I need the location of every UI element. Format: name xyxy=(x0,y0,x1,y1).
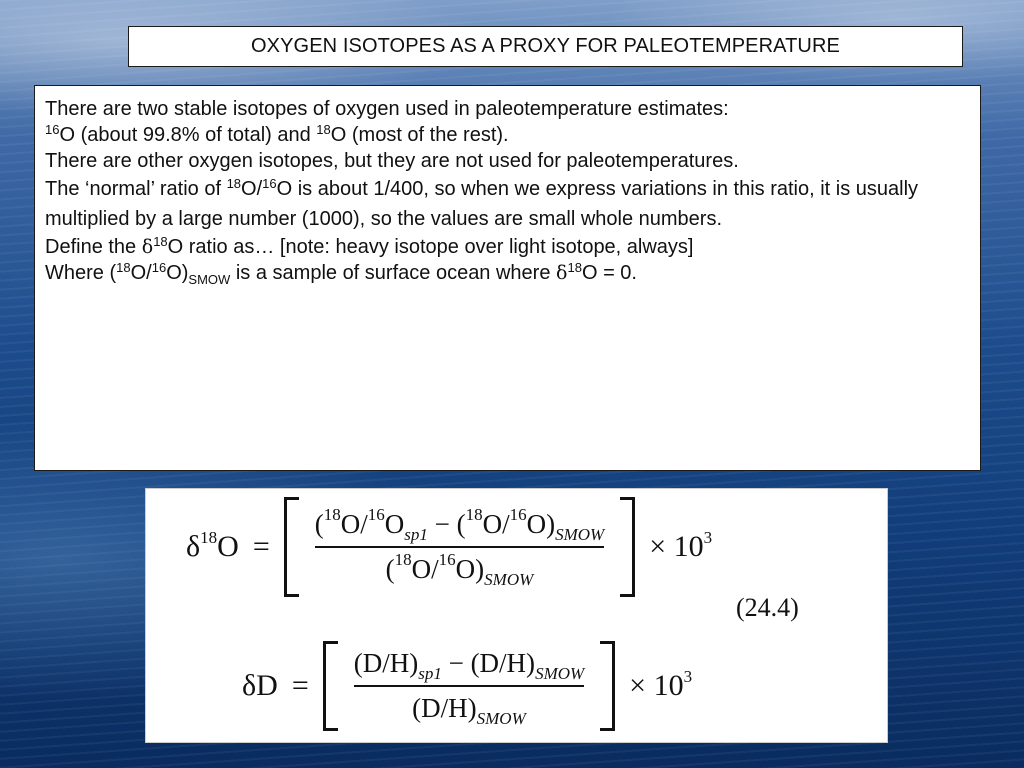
slide-title-box xyxy=(128,26,963,67)
equation-lhs-delta18o: $\delta^{18}O$ xyxy=(186,528,239,563)
left-bracket xyxy=(323,641,338,731)
text-line-normal-ratio: The ‘normal’ ratio of $^{18}$O/$^{16}$O is about 1/400, so when we express variations in this ratio, it is usually multiplied by a large number (1000), so the values are small whole numbers. xyxy=(45,176,919,230)
text-line-other-isotopes: There are other oxygen isotopes, but they are not used for paleotemperatures. xyxy=(45,150,739,172)
left-bracket xyxy=(284,497,299,597)
mass-number-18: 18 xyxy=(316,122,331,137)
fraction-numerator: $(D/H)_{sp1} - (D/H)_{SMOW}$ xyxy=(353,648,585,683)
equation-lhs-deltad: δD xyxy=(242,669,278,702)
delta-d-equation xyxy=(242,641,692,731)
text-line-isotope-abundance: $^{16}$O (about 99.8% of total) and $^{18}$O (most of the rest). xyxy=(45,122,509,146)
text-line-smow-definition: Where $(^{18}O/^{16}O)_{SMOW}$ is a sample of surface ocean where $\delta^{18}O = 0$. xyxy=(45,260,637,287)
fraction-denominator: $(D/H)_{SMOW}$ xyxy=(412,693,526,728)
mass-number-16: 16 xyxy=(45,122,60,137)
fraction xyxy=(338,648,600,728)
delta-18o-equation xyxy=(186,497,712,597)
fraction-numerator: ($^{18}O/^{16}O_{sp1} - (^{18}O/^{16}O)_{SMOW}$ xyxy=(314,505,605,544)
multiplier: × $10^3$ xyxy=(629,667,693,702)
equals-sign: = xyxy=(291,669,309,702)
equation-image xyxy=(145,488,888,743)
text-line-define-delta: Define the $\delta^{18}O$ ratio as… [note: heavy isotope over light isotope, always] xyxy=(45,234,694,258)
equation-number: (24.4) xyxy=(736,593,799,622)
delta-symbol: δ xyxy=(556,262,568,284)
right-bracket xyxy=(600,641,615,731)
fraction-denominator: $(^{18}O/^{16}O)_{SMOW}$ xyxy=(385,550,534,589)
slide-title: OXYGEN ISOTOPES AS A PROXY FOR PALEOTEMPERATURE xyxy=(251,35,840,57)
text-line-stable-isotopes: There are two stable isotopes of oxygen used in paleotemperature estimates: xyxy=(45,98,729,120)
equals-sign: = xyxy=(252,530,270,563)
fraction xyxy=(299,505,620,589)
multiplier: × $10^3$ xyxy=(649,528,713,563)
right-bracket xyxy=(620,497,635,597)
text-content-box xyxy=(34,85,981,471)
delta-symbol: δ xyxy=(141,236,154,258)
